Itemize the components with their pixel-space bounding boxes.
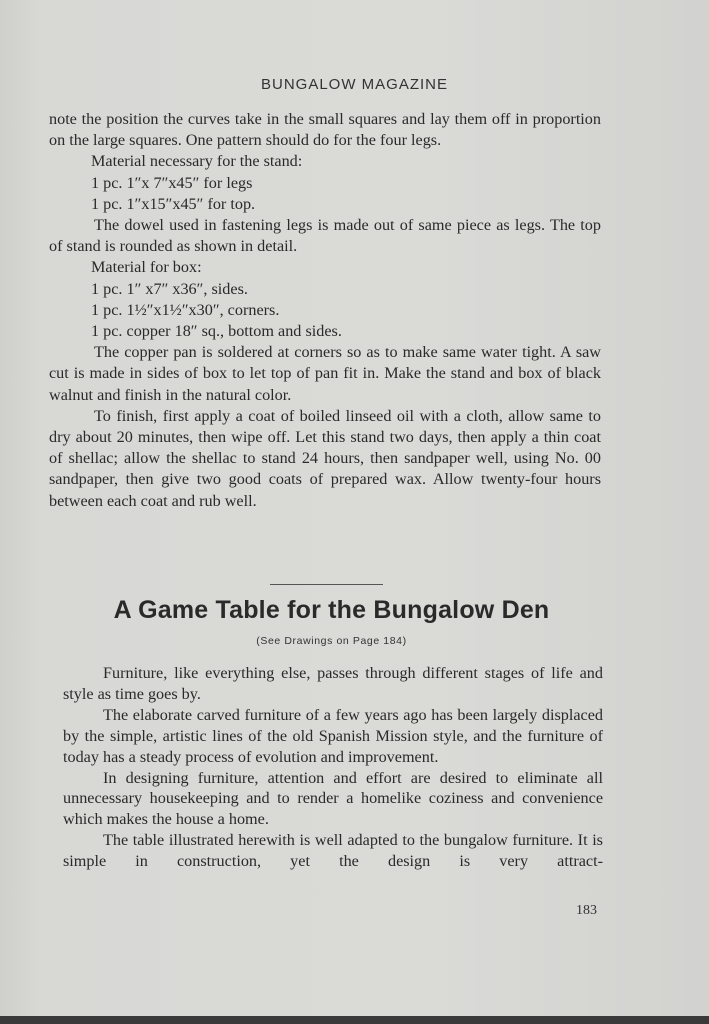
- running-head: BUNGALOW MAGAZINE: [260, 76, 449, 93]
- paragraph: The copper pan is soldered at corners so as to make same water tight. A saw cut is made in sides of box to let top of pan fit in. Make the stand and box of black walnut and finish in the natural color.: [49, 343, 601, 404]
- stand-item: 1 pc. 1″x15″x45″ for top.: [91, 194, 256, 213]
- material-box-label: Material for box:: [91, 258, 202, 277]
- paragraph: Furniture, like everything else, passes through different stages of life and style as time goes by.: [63, 664, 603, 703]
- paragraph: To finish, first apply a coat of boiled linseed oil with a cloth, allow same to dry about 20 minutes, then wipe off. Let this stand two days, then apply a thin coat of shellac; allow the shellac to stand 24 hours, then sandpaper well, using No. 00 sandpaper, then give two good coats of prepared wax. Allow twenty-four hours between each coat and rub well.: [49, 406, 601, 510]
- paragraph: The table illustrated herewith is well adapted to the bungalow furniture. It is simple in construction, yet the design is very attract-: [63, 831, 603, 871]
- paragraph: note the position the curves take in the small squares and lay them off in proportion on the large squares. One pattern should do for the four legs.: [49, 110, 601, 150]
- divider-rule: [270, 584, 383, 585]
- section-text: [49, 109, 601, 512]
- paragraph: In designing furniture, attention and effort are desired to eliminate all unnecessary housekeeping and to render a homelike coziness and convenience which makes the house a home.: [63, 768, 603, 829]
- page-bottom-edge: [0, 1016, 709, 1024]
- article-subtitle: (See Drawings on Page 184): [256, 635, 407, 647]
- paragraph: The elaborate carved furniture of a few years ago has been largely displaced by the simple, artistic lines of the old Spanish Mission style, and the furniture of today has a steady process of evolution and improvement.: [63, 705, 603, 766]
- box-item: 1 pc. 1″ x7″ x36″, sides.: [91, 279, 248, 298]
- stand-item: 1 pc. 1″x 7″x45″ for legs: [91, 173, 253, 192]
- box-item: 1 pc. copper 18″ sq., bottom and sides.: [91, 322, 342, 341]
- article-title: A Game Table for the Bungalow Den: [113, 596, 550, 624]
- page-number: 183: [576, 903, 597, 918]
- article-text: [63, 663, 603, 872]
- paragraph: The dowel used in fastening legs is made out of same piece as legs. The top of stand is rounded as shown in detail.: [49, 216, 601, 256]
- box-item: 1 pc. 1½″x1½″x30″, corners.: [91, 300, 280, 319]
- material-stand-label: Material necessary for the stand:: [91, 152, 303, 171]
